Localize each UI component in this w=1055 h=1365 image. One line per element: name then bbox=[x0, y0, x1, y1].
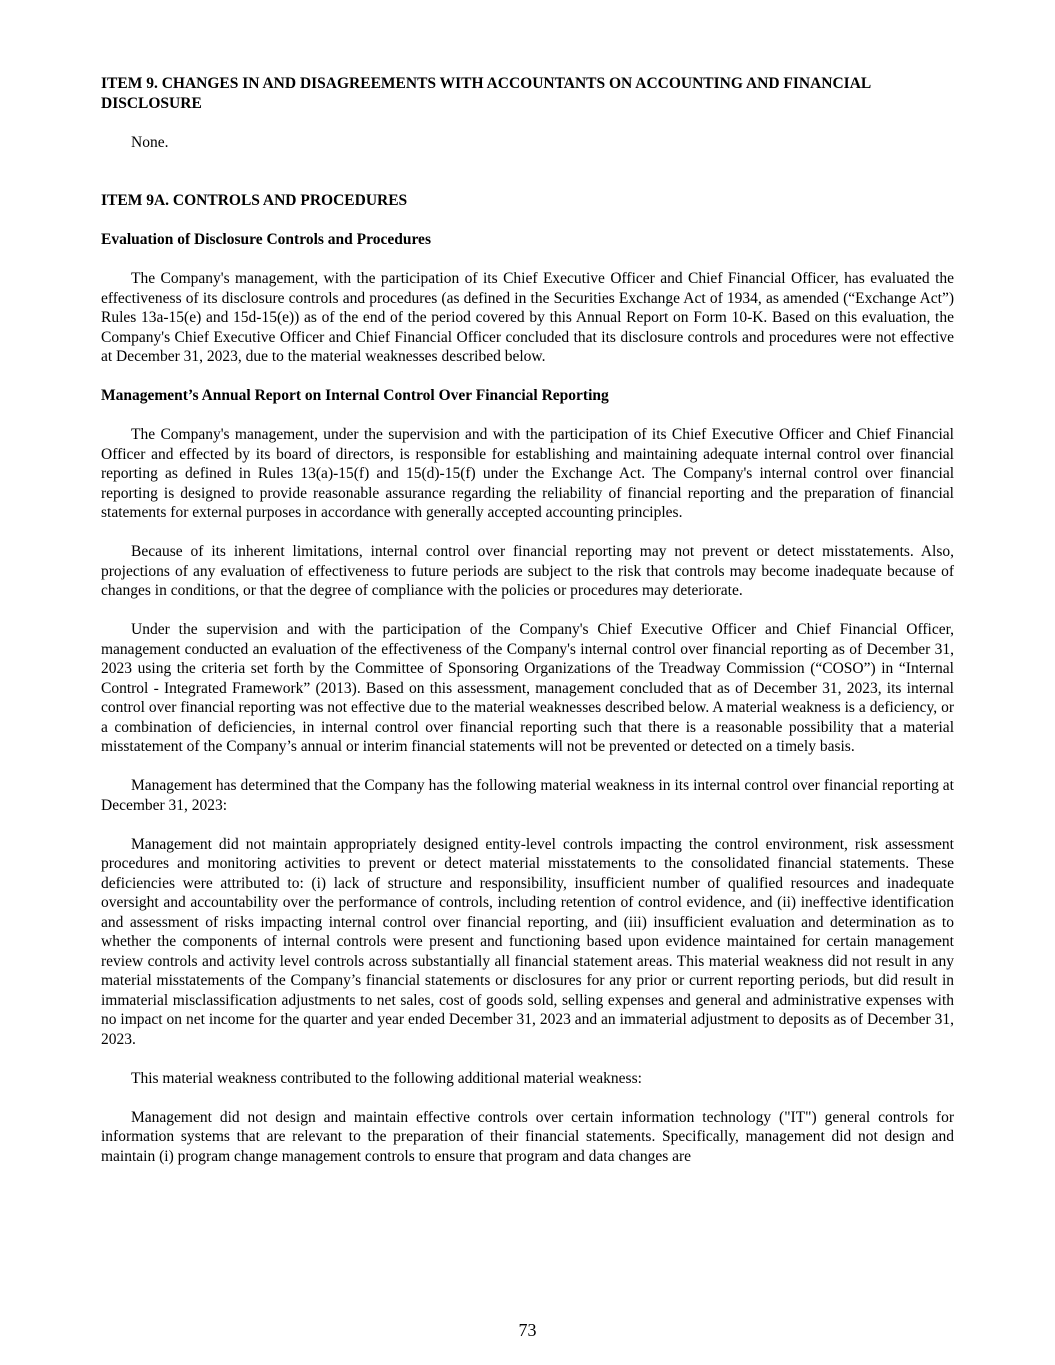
management-report-paragraph: The Company's management, under the supervision and with the participation of its Chief Executive Officer and Chief Financial Officer and effected by its board of directors, is responsible for establishing and maintaining adequate internal control over financial reporting as defined in Rules 13(a)-15(f) and 15(d)-15(f) under the Exchange Act. The Company's internal control over financial reporting is designed to provide reasonable assurance regarding the reliability of financial reporting and the preparation of financial statements for external purposes in accordance with generally accepted accounting principles. bbox=[101, 426, 954, 521]
management-report-paragraph: Management has determined that the Company has the following material weakness in its internal control over financial reporting at December 31, 2023: bbox=[101, 777, 954, 814]
document-page bbox=[101, 74, 954, 1166]
management-report-paragraph: Because of its inherent limitations, internal control over financial reporting may not prevent or detect misstatements. Also, projections of any evaluation of effectiveness to future periods are subject to the risk that controls may become inadequate because of changes in conditions, or that the degree of compliance with the policies or procedures may deteriorate. bbox=[101, 543, 954, 599]
management-report-subheading: Management’s Annual Report on Internal Control Over Financial Reporting bbox=[101, 387, 609, 404]
evaluation-subheading: Evaluation of Disclosure Controls and Procedures bbox=[101, 231, 431, 248]
management-report-paragraph: Under the supervision and with the participation of the Company's Chief Executive Officer and Chief Financial Officer, management conducted an evaluation of the effectiveness of the Company's internal control over financial reporting as of December 31, 2023 using the criteria set forth by the Committee of Sponsoring Organizations of the Treadway Commission (“COSO”) in “Internal Control - Integrated Framework” (2013). Based on this assessment, management concluded that as of December 31, 2023, its internal control over financial reporting was not effective due to the material weaknesses described below. A material weakness is a deficiency, or a combination of deficiencies, in internal control over financial reporting such that there is a reasonable possibility that a material misstatement of the Company’s annual or interim financial statements will not be prevented or detected on a timely basis. bbox=[101, 621, 954, 755]
item9a-heading: ITEM 9A. CONTROLS AND PROCEDURES bbox=[101, 192, 408, 209]
item9-body: None. bbox=[131, 133, 169, 151]
management-report-paragraph: This material weakness contributed to the following additional material weakness: bbox=[131, 1069, 642, 1087]
item9-heading: ITEM 9. CHANGES IN AND DISAGREEMENTS WITH ACCOUNTANTS ON ACCOUNTING AND FINANCIAL DISCLOSURE bbox=[101, 75, 871, 112]
management-report-paragraph: Management did not maintain appropriately designed entity-level controls impacting the control environment, risk assessment procedures and monitoring activities to prevent or detect material misstatements to the consolidated financial statements. These deficiencies were attributed to: (i) lack of structure and responsibility, insufficient number of qualified resources and inadequate oversight and accountability over the performance of controls, including retention of control evidence, and (ii) ineffective identification and assessment of risks impacting internal control over financial reporting, and (iii) insufficient evaluation and determination as to whether the components of internal controls were present and functioning based upon evidence maintained for certain management review controls and activity level controls across substantially all financial statement areas. This material weakness did not result in any material misstatements of the Company’s financial statements or disclosures for any prior or current reporting periods, but did result in immaterial misclassification adjustments to net sales, cost of goods sold, selling expenses and general and administrative expenses with no impact on net income for the quarter and year ended December 31, 2023 and an immaterial adjustment to deposits as of December 31, 2023. bbox=[101, 835, 954, 1048]
management-report-paragraph: Management did not design and maintain effective controls over certain information technology ("IT") general controls for information systems that are relevant to the preparation of their financial statements. Specifically, management did not design and maintain (i) program change management controls to ensure that program and data changes are bbox=[101, 1108, 954, 1165]
evaluation-paragraph: The Company's management, with the participation of its Chief Executive Officer and Chief Financial Officer, has evaluated the effectiveness of its disclosure controls and procedures (as defined in the Securities Exchange Act of 1934, as amended (“Exchange Act”) Rules 13a-15(e) and 15d-15(e)) as of the end of the period covered by this Annual Report on Form 10-K. Based on this evaluation, the Company's Chief Executive Officer and Chief Financial Officer concluded that its disclosure controls and procedures were not effective at December 31, 2023, due to the material weaknesses described below. bbox=[101, 270, 954, 365]
page-number: 73 bbox=[518, 1320, 537, 1340]
